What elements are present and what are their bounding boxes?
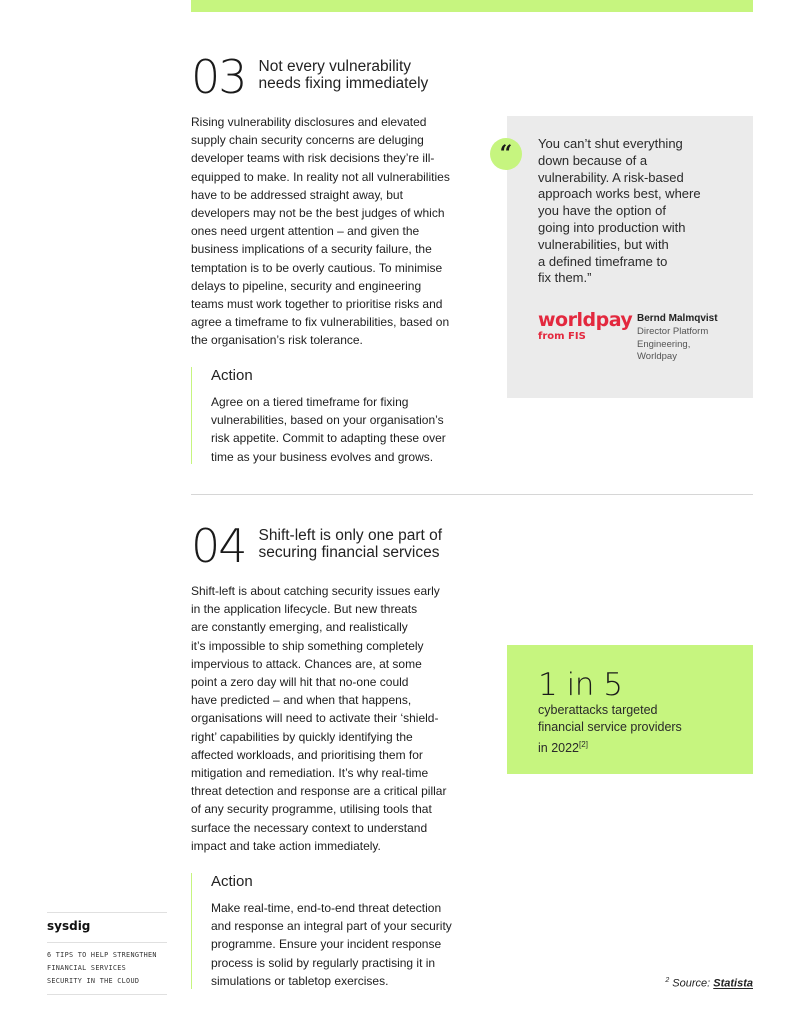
action-line: process is solid by regularly practising it in xyxy=(211,955,436,970)
footnote-number: 2 xyxy=(665,977,670,984)
sidebar-rule xyxy=(47,994,167,995)
body-line: supply chain security concerns are deluging xyxy=(191,133,424,148)
body-line: equipped to make. In reality not all vulnerabilities xyxy=(191,169,450,184)
body-line: ones need urgent attention – and given the xyxy=(191,224,420,239)
body-line: impervious to attack. Chances are, at some xyxy=(191,656,422,671)
body-line: the organisation’s risk tolerance. xyxy=(191,333,363,348)
quote-text xyxy=(538,136,701,287)
quote-line: vulnerability. A risk-based xyxy=(538,169,684,185)
section-04-action xyxy=(191,873,452,989)
stat-figure: 1 in 5 xyxy=(538,667,623,703)
quote-mark-icon: “ xyxy=(490,138,522,170)
worldpay-logo-text: worldpay xyxy=(538,309,633,331)
section-number: 04 xyxy=(191,519,246,573)
stat-caption xyxy=(538,702,682,757)
action-body xyxy=(211,899,452,990)
action-line: programme. Ensure your incident response xyxy=(211,937,442,952)
body-line: point a zero day will hit that no-one could xyxy=(191,675,409,690)
section-title xyxy=(259,526,443,561)
body-line: Rising vulnerability disclosures and elevated xyxy=(191,115,427,129)
body-line: surface the necessary context to understand xyxy=(191,820,428,835)
document-title-line: 6 TIPS TO HELP STRENGTHEN xyxy=(47,951,157,959)
section-title-line: Shift-left is only one part of xyxy=(258,527,443,544)
body-line: in the application lifecycle. But new threats xyxy=(191,602,418,617)
body-line: it’s impossible to ship something completely xyxy=(191,638,424,653)
quote-line: You can’t shut everything xyxy=(538,136,683,151)
document-title-line: SECURITY IN THE CLOUD xyxy=(47,977,140,985)
section-title xyxy=(259,57,429,92)
section-divider xyxy=(191,494,753,495)
stat-year: in 2022 xyxy=(538,741,580,756)
author-role-line: Worldpay xyxy=(637,351,677,362)
sidebar-rule xyxy=(47,912,167,913)
author-name: Bernd Malmqvist xyxy=(637,313,718,324)
body-line: organisations will need to activate their ‘shield- xyxy=(191,711,439,726)
body-line: are constantly emerging, and realistically xyxy=(191,620,408,635)
body-line: delays to pipeline, security and engineering xyxy=(191,278,422,293)
document-title xyxy=(47,943,167,994)
quote-line: approach works best, where xyxy=(538,186,701,202)
action-title: Action xyxy=(211,873,253,890)
sidebar-brand xyxy=(47,912,167,995)
worldpay-logo xyxy=(538,310,632,343)
action-body xyxy=(211,393,446,466)
action-line: Agree on a tiered timeframe for fixing xyxy=(211,395,409,409)
body-line: Shift-left is about catching security issues early xyxy=(191,584,440,598)
worldpay-logo-subtext: from FIS xyxy=(538,331,586,342)
author-role xyxy=(637,326,718,364)
section-03-heading xyxy=(191,50,429,104)
author-role-line: Engineering, xyxy=(637,338,691,350)
quote-line: vulnerabilities, but with xyxy=(538,236,669,252)
body-line: impact and take action immediately. xyxy=(191,838,381,853)
top-accent-bar xyxy=(191,0,753,12)
body-line: right’ capabilities by quickly identifying the xyxy=(191,729,413,744)
action-line: Make real-time, end-to-end threat detection xyxy=(211,901,442,915)
body-line: agree a timeframe to fix vulnerabilities, based on xyxy=(191,315,450,330)
action-line: simulations or tabletop exercises. xyxy=(211,973,389,988)
footnote-label: Source: xyxy=(672,977,714,990)
quote-line: down because of a xyxy=(538,152,648,168)
stat-caption-line: cyberattacks targeted xyxy=(538,703,658,717)
body-line: business implications of a security failure, the xyxy=(191,242,432,257)
sysdig-logo: sysdig xyxy=(47,919,91,933)
section-title-line: securing financial services xyxy=(258,544,440,561)
action-line: and response an integral part of your security xyxy=(211,919,452,934)
body-line: teams must work together to prioritise risks and xyxy=(191,297,443,312)
quote-author xyxy=(637,312,718,364)
body-line: mitigation and remediation. It’s why real-time xyxy=(191,766,429,781)
footnote xyxy=(665,977,753,990)
quote-line: going into production with xyxy=(538,219,686,235)
author-role-line: Director Platform xyxy=(637,326,709,337)
action-line: vulnerabilities, based on your organisation’s xyxy=(211,413,444,428)
action-line: risk appetite. Commit to adapting these over xyxy=(211,431,446,446)
body-line: temptation is to be overly cautious. To minimise xyxy=(191,260,443,275)
document-title-line: FINANCIAL SERVICES xyxy=(47,964,127,972)
section-04-body xyxy=(191,582,466,855)
body-line: have predicted – and when that happens, xyxy=(191,693,412,708)
section-04-heading xyxy=(191,519,443,573)
body-line: developer teams with risk decisions they’re ill- xyxy=(191,151,435,166)
footnote-ref: [2] xyxy=(579,740,588,749)
body-line: threat detection and response are a critical pillar xyxy=(191,784,447,799)
stat-caption-last-line xyxy=(538,736,682,757)
section-03-action xyxy=(191,367,446,464)
body-line: of any security programme, utilising tools that xyxy=(191,802,432,817)
section-title-line: needs fixing immediately xyxy=(258,75,429,92)
action-line: time as your business evolves and grows. xyxy=(211,449,434,464)
section-title-line: Not every vulnerability xyxy=(258,58,412,75)
body-line: developers may not be the best judges of which xyxy=(191,206,445,221)
section-number: 03 xyxy=(191,50,246,104)
quote-line: a defined timeframe to xyxy=(538,253,668,269)
quote-line: you have the option of xyxy=(538,203,666,219)
section-03-body xyxy=(191,113,466,350)
body-line: have to be addressed straight away, but xyxy=(191,187,403,202)
source-link[interactable]: Statista xyxy=(713,977,753,990)
stat-caption-line: financial service providers xyxy=(538,720,682,734)
action-title: Action xyxy=(211,367,253,384)
body-line: affected workloads, and prioritising them for xyxy=(191,747,423,762)
quote-line: fix them.” xyxy=(538,270,592,286)
